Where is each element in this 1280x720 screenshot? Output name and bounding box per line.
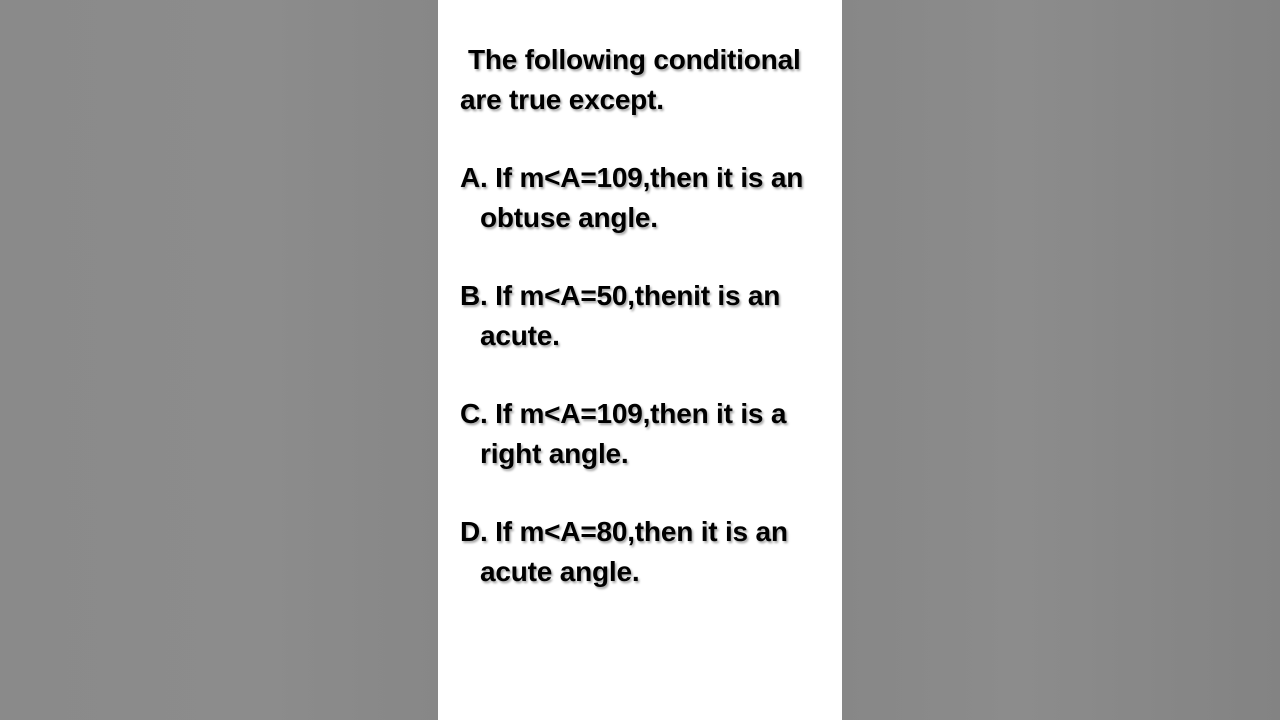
question-line-2: are true except. (460, 84, 664, 115)
question-slide (438, 0, 842, 720)
option-a-line-2: obtuse angle. (480, 202, 658, 233)
option-b-line-1: B. If m<A=50,thenit is an (460, 280, 781, 311)
option-b (460, 276, 830, 356)
question-line-1: The following conditional (468, 44, 801, 75)
option-a-line-1: A. If m<A=109,then it is an (460, 162, 804, 193)
option-c (460, 394, 830, 474)
option-c-line-1: C. If m<A=109,then it is a (460, 398, 787, 429)
option-a (460, 158, 830, 238)
background-right (842, 0, 1280, 720)
option-b-line-2: acute. (480, 320, 560, 351)
question-text (460, 40, 830, 120)
option-d-line-2: acute angle. (480, 556, 640, 587)
option-d (460, 512, 830, 592)
option-d-line-1: D. If m<A=80,then it is an (460, 516, 788, 547)
background-left (0, 0, 438, 720)
option-c-line-2: right angle. (480, 438, 629, 469)
